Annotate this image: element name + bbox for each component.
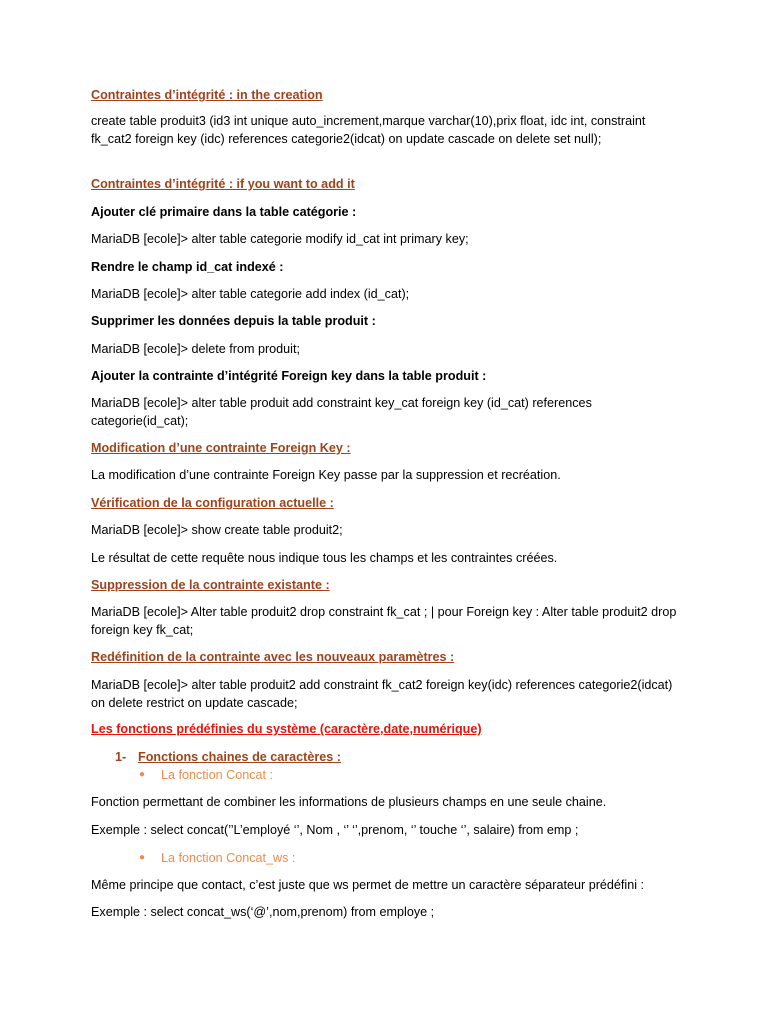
label-add-primary-key: Ajouter clé primaire dans la table catégorie : <box>91 205 357 219</box>
heading-redefine-constraint: Redéfinition de la contrainte avec les nouveaux paramètres : <box>91 650 455 664</box>
heading-system-functions: Les fonctions prédéfinies du système (caractère,date,numérique) <box>91 722 482 736</box>
text-modify-explanation: La modification d’une contrainte Foreign Key passe par la suppression et recréation. <box>91 468 561 482</box>
label-add-foreign-key: Ajouter la contrainte d’intégrité Foreign key dans la table produit : <box>91 369 487 383</box>
heading-modify-foreign-key: Modification d’une contrainte Foreign Key : <box>91 441 351 455</box>
label-delete-data: Supprimer les données depuis la table produit : <box>91 314 376 328</box>
command-show-create: MariaDB [ecole]> show create table produit2; <box>91 523 343 537</box>
heading-delete-constraint: Suppression de la contrainte existante : <box>91 578 330 592</box>
bullet-icon: ● <box>139 852 146 863</box>
text-result-explanation: Le résultat de cette requête nous indique tous les champs et les contraintes créées. <box>91 551 558 565</box>
command-primary-key: MariaDB [ecole]> alter table categorie modify id_cat int primary key; <box>91 232 469 246</box>
list-number: 1- <box>115 750 127 764</box>
heading-integrity-add: Contraintes d’intégrité : if you want to add it <box>91 177 355 191</box>
command-redefine-constraint: MariaDB [ecole]> alter table produit2 add constraint fk_cat2 foreign key(idc) references categorie2(idcat) on delete restrict on update cascade; <box>91 678 673 710</box>
subheading-string-functions: Fonctions chaines de caractères : <box>138 750 341 764</box>
bullet-concat-ws: La fonction Concat_ws : <box>161 851 296 865</box>
bullet-concat: La fonction Concat : <box>161 768 274 782</box>
command-delete-from: MariaDB [ecole]> delete from produit; <box>91 342 300 356</box>
label-index-field: Rendre le champ id_cat indexé : <box>91 260 284 274</box>
heading-verify-config: Vérification de la configuration actuelle : <box>91 496 334 510</box>
text-concat-ws-description: Même principe que contact, c’est juste que ws permet de mettre un caractère séparateur prédéfini : <box>91 878 645 892</box>
heading-integrity-creation: Contraintes d’intégrité : in the creation <box>91 88 323 102</box>
text-concat-description: Fonction permettant de combiner les informations de plusieurs champs en une seule chaine. <box>91 795 607 809</box>
command-add-foreign-key: MariaDB [ecole]> alter table produit add constraint key_cat foreign key (id_cat) references categorie(id_cat); <box>91 396 592 428</box>
bullet-icon: ● <box>139 769 146 780</box>
example-concat: Exemple : select concat(’’L’employé ‘’, Nom , ‘’ ‘’,prenom, ‘’ touche ‘’, salaire) from emp ; <box>91 823 579 837</box>
command-drop-constraint: MariaDB [ecole]> Alter table produit2 drop constraint fk_cat ; | pour Foreign key : Alter table produit2 drop foreign key fk_cat; <box>91 605 677 637</box>
example-concat-ws: Exemple : select concat_ws(‘@’,nom,prenom) from employe ; <box>91 905 435 919</box>
create-table-statement: create table produit3 (id3 int unique auto_increment,marque varchar(10),prix float, idc int, constraint fk_cat2 foreign key (idc) references categorie2(idcat) on update cascade on delete set null); <box>91 114 646 146</box>
command-add-index: MariaDB [ecole]> alter table categorie add index (id_cat); <box>91 287 410 301</box>
